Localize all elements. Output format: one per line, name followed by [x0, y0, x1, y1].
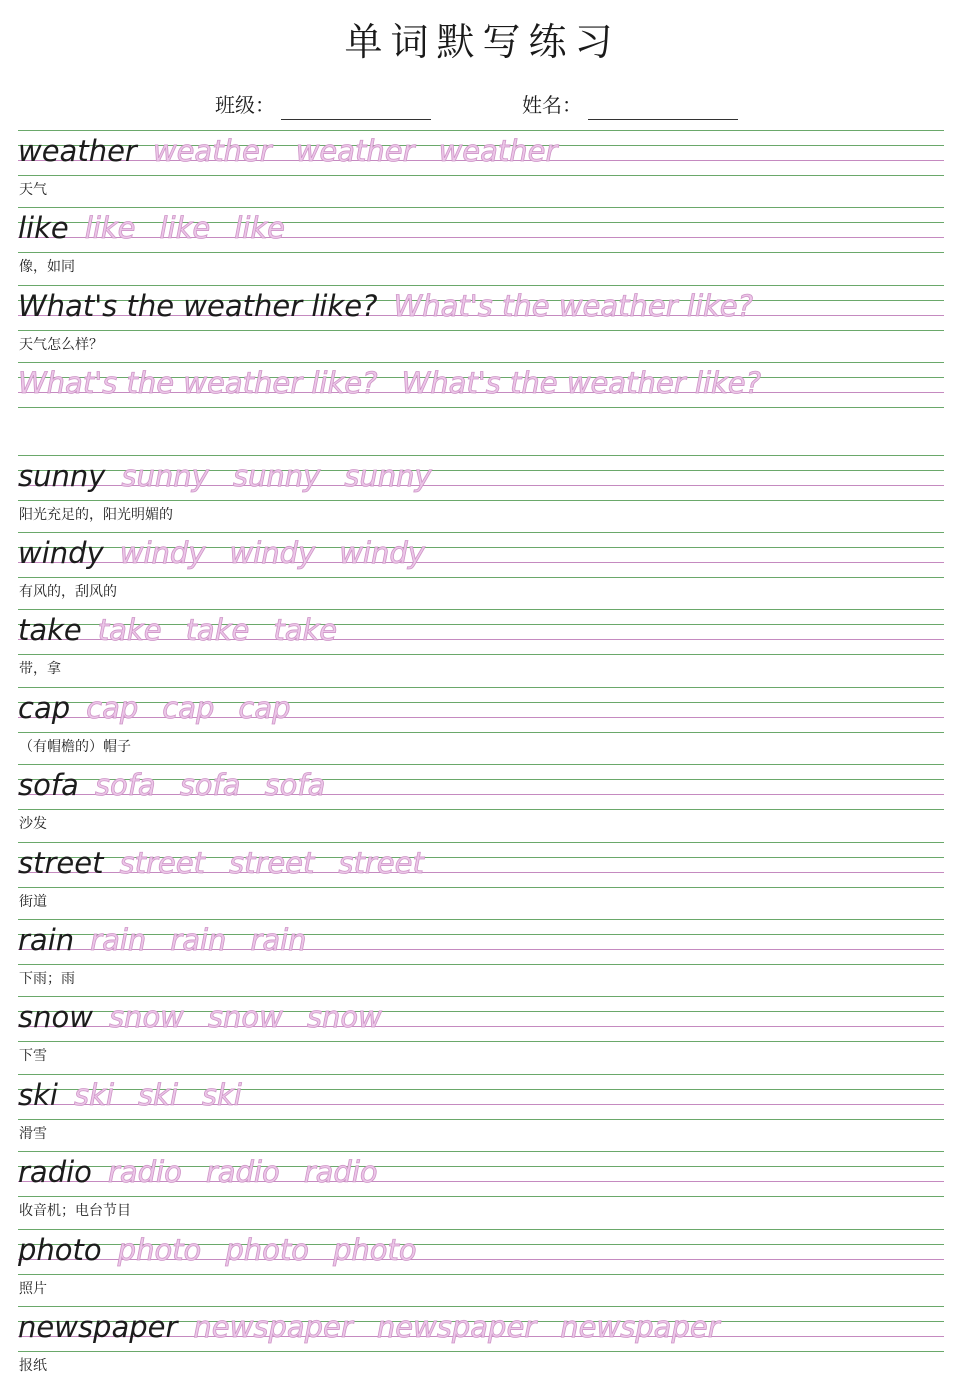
vocab-word: street	[18, 845, 104, 880]
trace-word: take	[273, 613, 338, 648]
vocab-word: ski	[18, 1077, 58, 1112]
word-meaning: 下雪	[19, 1048, 47, 1065]
trace-word: ski	[201, 1077, 242, 1112]
word-row	[18, 843, 944, 883]
trace-word: windy	[229, 536, 316, 570]
vocab-word: What's the weather like?	[18, 288, 378, 323]
vocab-word: photo	[18, 1232, 102, 1267]
trace-word: like	[234, 211, 285, 246]
word-meaning: 街道	[19, 893, 47, 910]
word-row	[18, 1075, 944, 1115]
trace-word: windy	[339, 536, 425, 570]
word-meaning: 滑雪	[19, 1125, 47, 1142]
trace-word: rain	[90, 923, 147, 957]
guide-line	[18, 175, 944, 176]
trace-word: cap	[238, 690, 291, 725]
vocab-word: like	[18, 211, 69, 246]
vocab-word: windy	[18, 536, 104, 570]
word-row	[18, 286, 944, 326]
guide-line	[18, 887, 944, 888]
trace-word: radio	[107, 1155, 182, 1190]
vocab-word: weather	[18, 134, 137, 168]
trace-word: newspaper	[376, 1310, 537, 1344]
guide-line	[18, 330, 944, 331]
trace-word: street	[119, 845, 205, 880]
trace-word: sunny	[121, 458, 209, 493]
trace-word: windy	[119, 536, 206, 570]
trace-word: sunny	[344, 458, 432, 493]
word-row	[18, 765, 944, 805]
name-label: 姓名：	[522, 93, 582, 117]
word-meaning: 天气怎么样？	[19, 336, 103, 353]
word-meaning: 收音机；电台节目	[19, 1203, 131, 1220]
trace-word: photo	[117, 1232, 202, 1267]
trace-word: newspaper	[560, 1310, 720, 1344]
word-row	[18, 610, 944, 650]
trace-word: newspaper	[193, 1310, 353, 1344]
word-row	[18, 208, 944, 248]
trace-word: What's the weather like?	[18, 366, 378, 401]
guide-line	[18, 407, 944, 408]
vocab-word: snow	[18, 1000, 93, 1035]
word-row	[18, 533, 944, 573]
trace-word: cap	[162, 690, 215, 725]
guide-line	[18, 809, 944, 810]
vocab-word: cap	[18, 690, 71, 725]
vocab-word: newspaper	[18, 1310, 178, 1344]
trace-word: sofa	[264, 768, 326, 803]
trace-word: street	[338, 845, 424, 880]
word-meaning: 报纸	[19, 1358, 47, 1374]
trace-word: take	[185, 613, 250, 648]
name-blank[interactable]	[588, 97, 738, 120]
trace-word: weather	[295, 134, 415, 168]
trace-word: like	[159, 211, 211, 246]
trace-word: rain	[170, 923, 227, 957]
word-meaning: （有帽檐的）帽子	[19, 738, 131, 755]
word-meaning: 像，如同	[19, 259, 75, 276]
guide-line	[18, 964, 944, 965]
trace-word: photo	[332, 1232, 417, 1267]
word-row	[18, 688, 944, 728]
trace-word: snow	[306, 1000, 382, 1035]
word-row	[18, 456, 944, 496]
word-meaning: 带，拿	[19, 661, 61, 678]
trace-word: sunny	[232, 458, 321, 493]
trace-word: snow	[207, 1000, 283, 1035]
vocab-word: sofa	[18, 768, 79, 803]
trace-word: street	[228, 845, 315, 880]
guide-line	[18, 1119, 944, 1120]
word-meaning: 阳光充足的，阳光明媚的	[19, 506, 173, 523]
word-meaning: 照片	[19, 1280, 47, 1297]
word-meaning: 沙发	[19, 816, 47, 833]
word-meaning: 天气	[19, 182, 47, 198]
guide-line	[18, 577, 944, 578]
trace-word: radio	[205, 1155, 280, 1190]
name-field	[522, 90, 738, 120]
class-field	[215, 90, 431, 120]
trace-word: sofa	[179, 768, 241, 803]
trace-word: cap	[86, 690, 139, 725]
guide-line	[18, 1274, 944, 1275]
guide-line	[18, 1041, 944, 1042]
trace-word: weather	[152, 134, 272, 168]
guide-line	[18, 500, 944, 501]
word-row	[18, 1230, 944, 1270]
vocab-word: rain	[18, 923, 75, 957]
trace-word: weather	[438, 134, 558, 168]
trace-word: sofa	[94, 768, 156, 803]
worksheet-title: 单词默写练习	[344, 20, 621, 64]
trace-word: ski	[73, 1077, 114, 1112]
vocab-word: sunny	[18, 458, 106, 493]
trace-word: What's the weather like?	[393, 288, 754, 323]
word-row	[18, 920, 944, 960]
trace-word: snow	[108, 1000, 184, 1035]
trace-word: What's the weather like?	[401, 366, 762, 401]
trace-word: ski	[137, 1077, 178, 1112]
vocab-word: take	[18, 613, 82, 648]
guide-line	[18, 252, 944, 253]
guide-line	[18, 732, 944, 733]
guide-line	[18, 654, 944, 655]
trace-word: radio	[303, 1155, 378, 1190]
trace-word: like	[84, 211, 136, 246]
guide-line	[18, 1196, 944, 1197]
word-meaning: 下雨；雨	[19, 971, 75, 987]
word-row	[18, 1307, 944, 1347]
trace-word: rain	[250, 923, 307, 957]
word-row	[18, 363, 944, 403]
vocab-word: radio	[18, 1155, 92, 1190]
class-blank[interactable]	[281, 97, 431, 120]
class-label: 班级：	[215, 93, 275, 117]
word-row	[18, 131, 944, 171]
guide-line	[18, 1351, 944, 1352]
trace-word: photo	[225, 1232, 309, 1267]
word-row	[18, 1152, 944, 1192]
word-row	[18, 997, 944, 1037]
trace-word: take	[97, 613, 162, 648]
word-meaning: 有风的，刮风的	[19, 584, 117, 600]
